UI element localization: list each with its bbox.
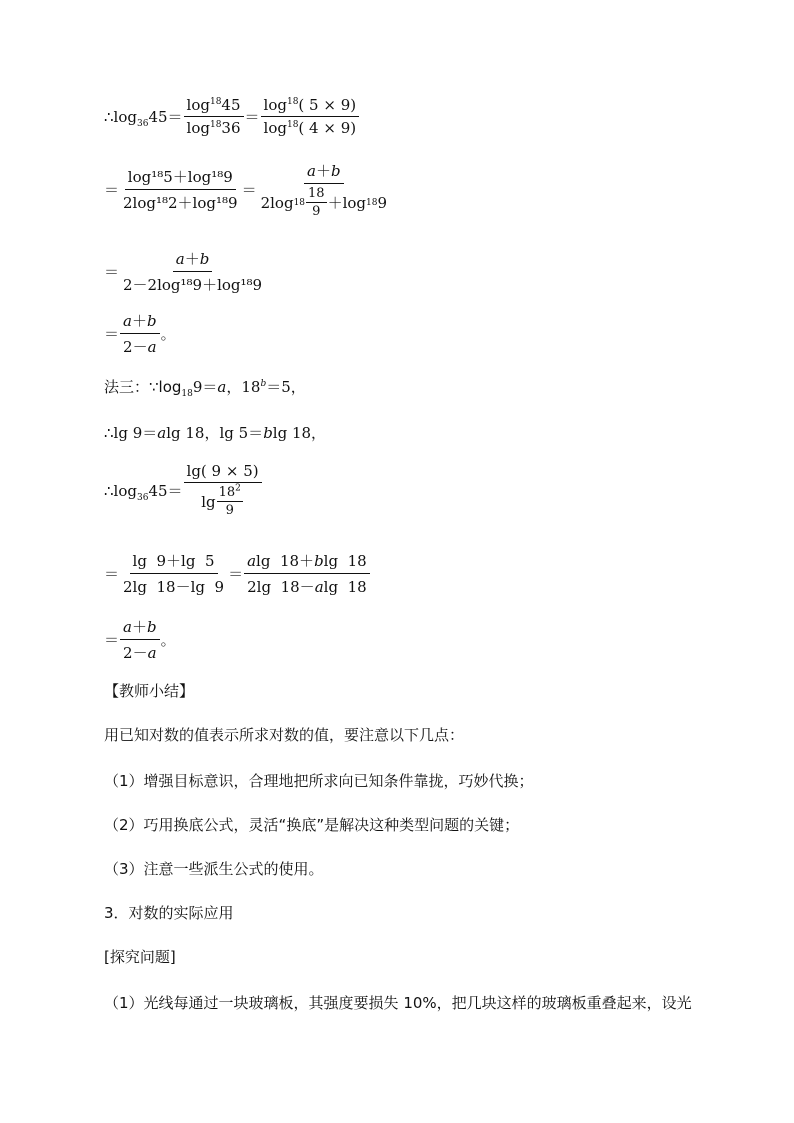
equation-line-7: $\therefore\log_{36}45=$ lg( 9 × 5) lg $\frac{18^2}{9}$ — [104, 462, 263, 518]
fraction: $\frac{\lg 9+\lg 5}{2\lg 18-\lg 9}$ — [123, 552, 225, 596]
equation-line-2: ＝ $\frac{\text{log¹⁸5＋log¹⁸9}}{\text{2log¹⁸2＋log¹⁸9}}$ ＝ a＋b 2log 18 $\frac{18}{9}$ ＋log 18 9 — [104, 160, 391, 219]
fraction: a＋b 2log 18 $\frac{18}{9}$ ＋log 18 9 — [260, 162, 387, 219]
fraction: $\frac{a+b}{2-a}$ — [120, 310, 160, 357]
fraction: $\frac{a+b}{\text{2－2log¹⁸9＋log¹⁸9}}$ — [123, 250, 263, 294]
inner-fraction: $\frac{18}{9}$ — [308, 186, 325, 219]
summary-title: 【教师小结】 — [104, 682, 195, 700]
method-three-line: 法三：$\because\log_{18}9=a$，$18^b=5$， — [104, 378, 306, 399]
fraction: $\frac{a+b}{2-a}$ — [120, 616, 160, 663]
fraction: $\frac{alg 18+blg 18}{2\lg 18-alg 18}$ — [244, 550, 370, 597]
fraction: $\frac{\log^{18}45}{\log^{18}36}$ — [184, 96, 244, 137]
equation-line-4: ＝ $\frac{a+b}{2-a}$ 。 — [104, 312, 176, 356]
equation-line-6: ∴lg 9＝alg 18，lg 5＝blg 18， — [104, 424, 327, 442]
problem-1: （1）光线每通过一块玻璃板，其强度要损失 10%，把几块这样的玻璃板重叠起来，设光 — [104, 994, 692, 1012]
explore-heading: [探究问题] — [104, 948, 176, 966]
fraction: lg( 9 × 5) lg $\frac{18^2}{9}$ — [184, 462, 262, 518]
fraction: $\frac{\text{log¹⁸5＋log¹⁸9}}{\text{2log¹⁸2＋log¹⁸9}}$ — [123, 168, 238, 212]
section-heading: 3．对数的实际应用 — [104, 904, 234, 922]
summary-point-2: （2）巧用换底公式，灵活“换底”是解决这种类型问题的关键； — [104, 816, 520, 834]
equation-line-8: ＝ $\frac{\lg 9+\lg 5}{2\lg 18-\lg 9}$ ＝ $\frac{alg 18+blg 18}{2\lg 18-alg 18}$ — [104, 550, 371, 597]
summary-point-1: （1）增强目标意识，合理地把所求向已知条件靠拢，巧妙代换； — [104, 772, 534, 790]
inner-fraction: $\frac{18^2}{9}$ — [218, 483, 241, 518]
equation-line-1: $\therefore\log_{36}45=$ $\frac{\log^{18}45}{\log^{18}36}$ ＝ $\frac{\log^{18}( 5 \times 9)}{\log^{18}( 4 \times 9)}$ — [104, 96, 360, 137]
summary-intro: 用已知对数的值表示所求对数的值，要注意以下几点： — [104, 726, 465, 744]
fraction: $\frac{\log^{18}( 5 \times 9)}{\log^{18}( 4 \times 9)}$ — [261, 96, 360, 137]
lhs: $\therefore\log_{36}45=$ — [104, 108, 183, 129]
equation-line-3: ＝ $\frac{a+b}{\text{2－2log¹⁸9＋log¹⁸9}}$ — [104, 248, 266, 295]
equation-line-9: ＝ $\frac{a+b}{2-a}$ 。 — [104, 618, 176, 662]
summary-point-3: （3）注意一些派生公式的使用。 — [104, 860, 324, 878]
